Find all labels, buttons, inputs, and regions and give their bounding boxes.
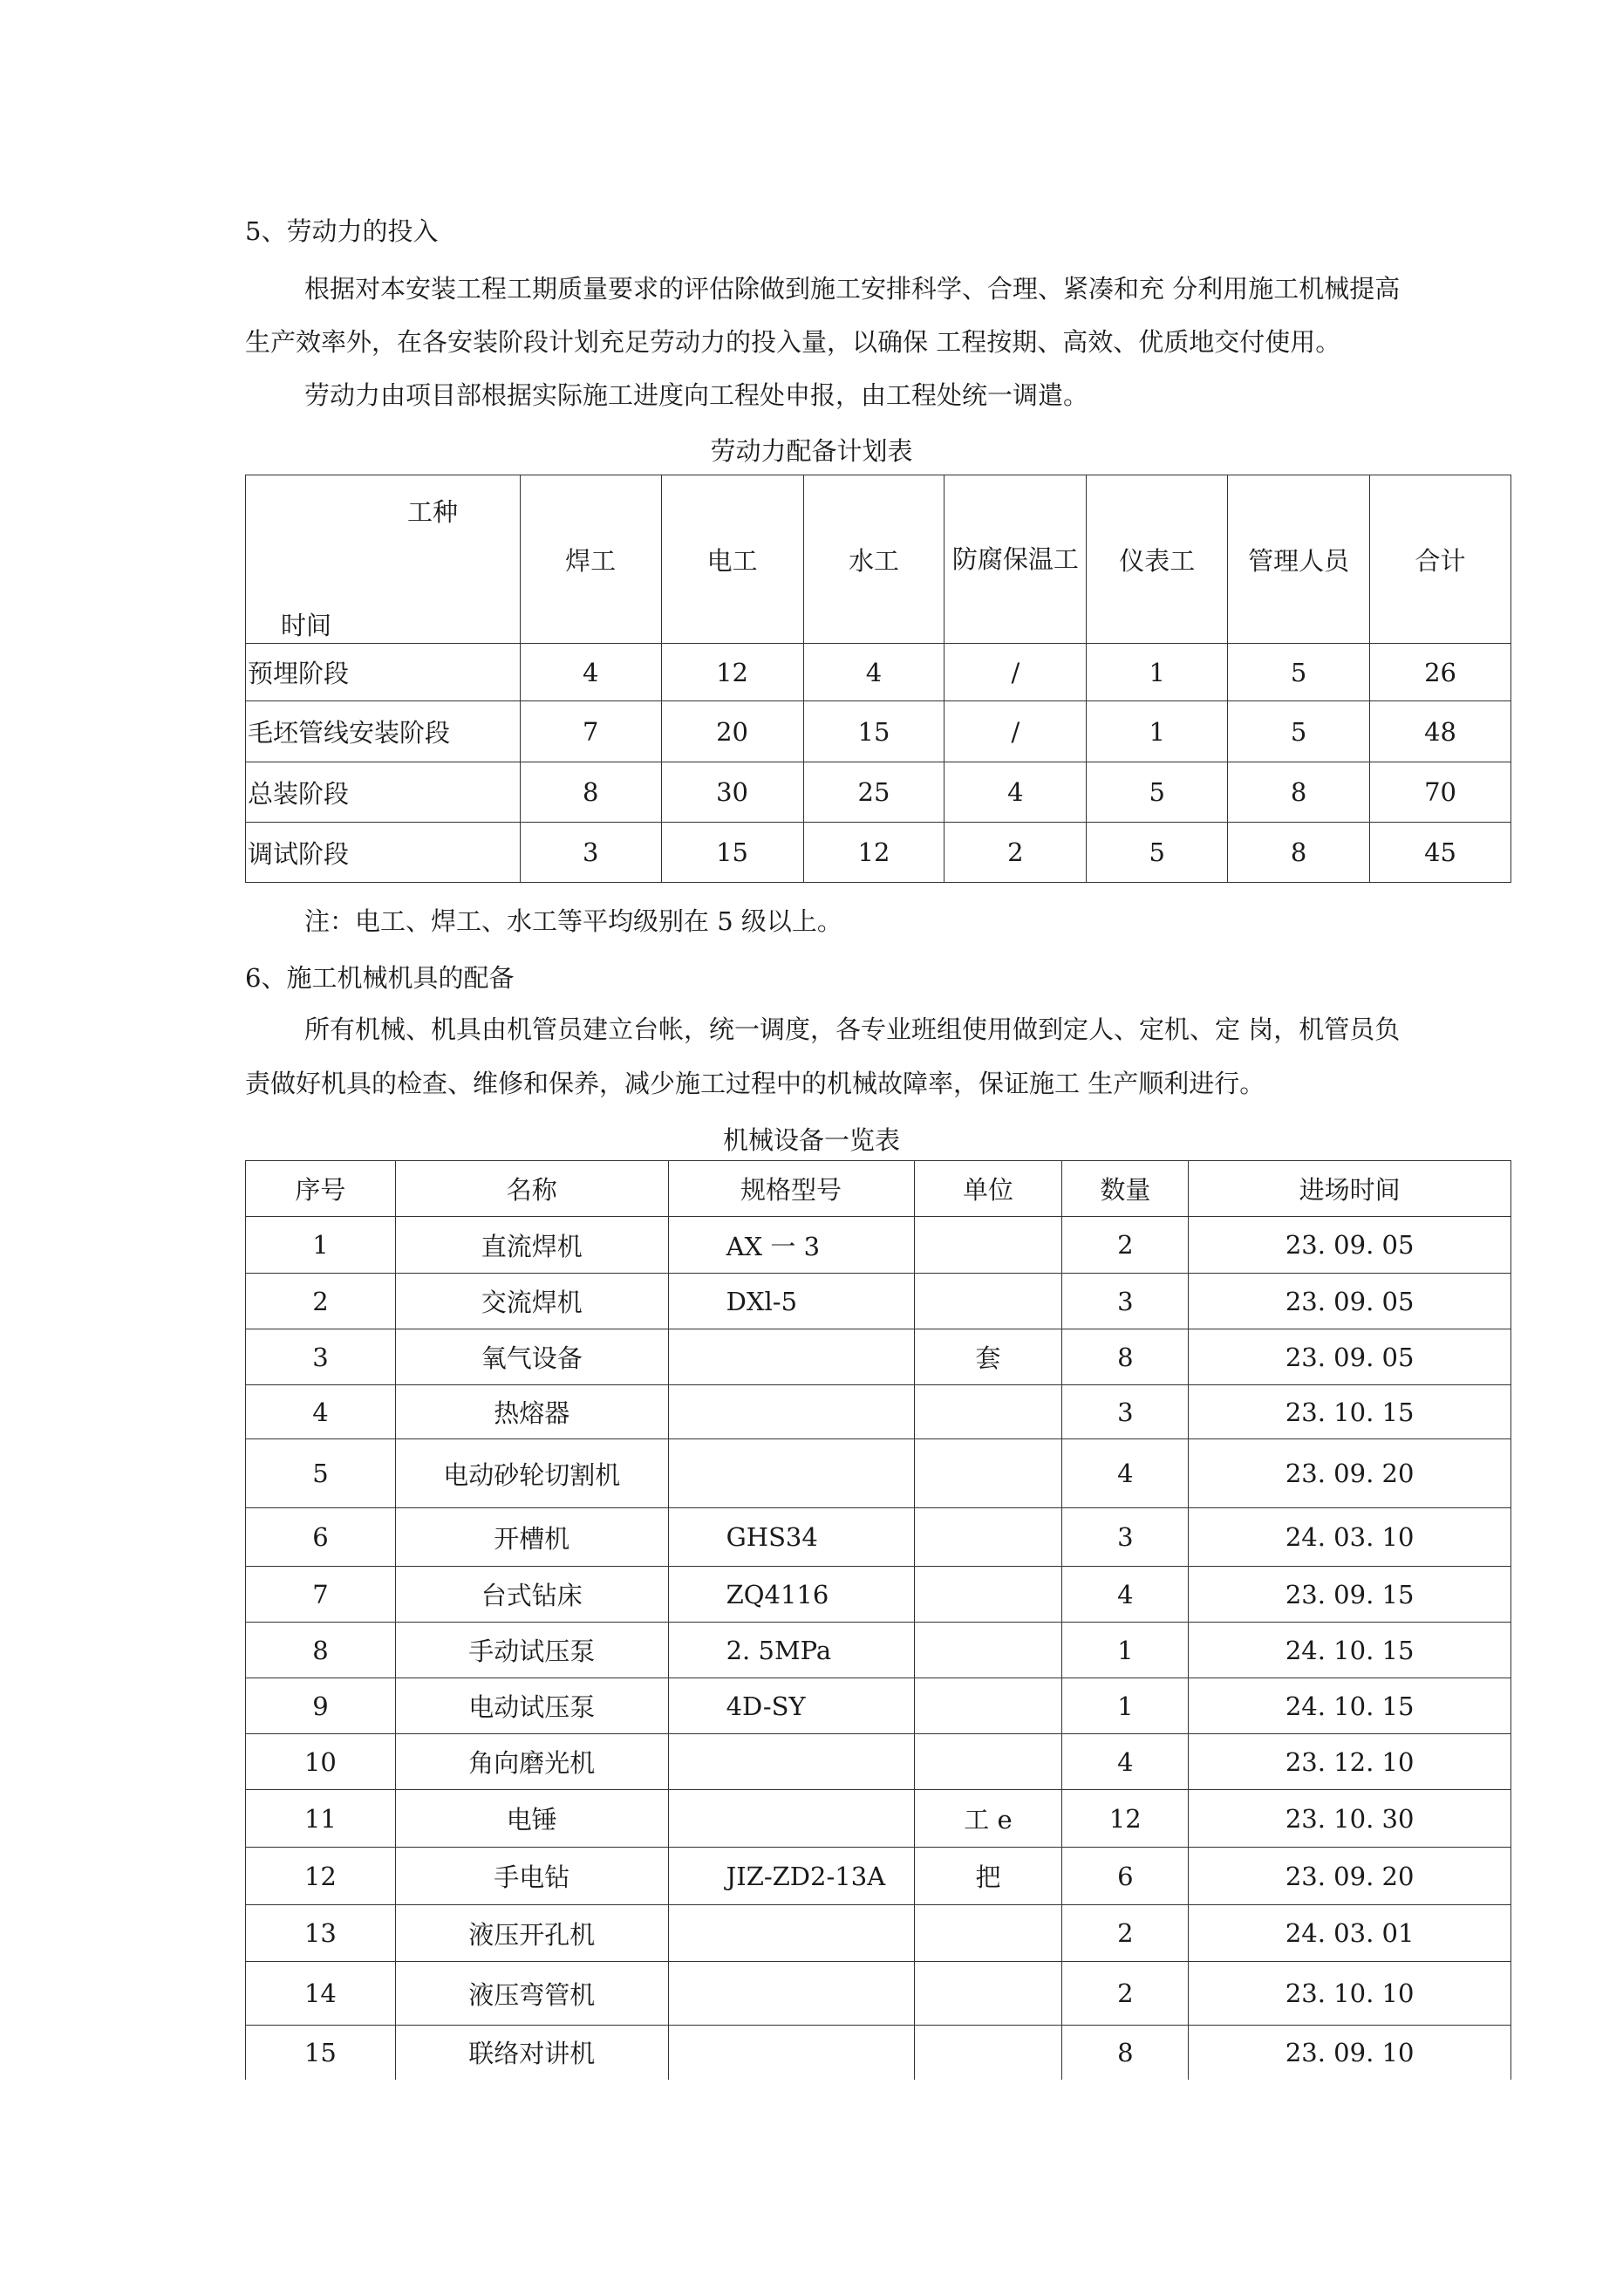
labor-value-cell: 20 — [661, 701, 803, 762]
equipment-row — [246, 1274, 1511, 1329]
labor-value-cell: 8 — [1228, 762, 1370, 823]
equipment-qty-cell: 2 — [1062, 1905, 1189, 1962]
equipment-table-caption: 机械设备一览表 — [722, 1125, 900, 1155]
equipment-unit-cell — [914, 1217, 1062, 1274]
equipment-unit-cell — [914, 1678, 1062, 1734]
equipment-no-cell: 6 — [246, 1508, 396, 1567]
labor-header-cell: 焊工 — [520, 475, 661, 644]
equipment-spec-cell: DXl-5 — [668, 1274, 914, 1329]
equipment-row — [246, 1962, 1511, 2026]
labor-value-cell: 2 — [944, 823, 1087, 883]
equipment-spec-cell — [668, 1385, 914, 1439]
equipment-no-cell: 9 — [246, 1678, 396, 1734]
equipment-name-cell: 热熔器 — [395, 1385, 668, 1439]
equipment-name-cell: 液压弯管机 — [395, 1962, 668, 2026]
equipment-no-cell: 5 — [246, 1439, 396, 1508]
corner-work-type-label: 工种 — [407, 497, 459, 527]
equipment-spec-cell — [668, 1734, 914, 1790]
equipment-date-cell: 23. 09. 10 — [1189, 2026, 1511, 2080]
labor-value-cell: 1 — [1087, 701, 1228, 762]
labor-header-cell: 防腐保温工 — [944, 475, 1087, 644]
equipment-name-cell: 开槽机 — [395, 1508, 668, 1567]
corner-time-label: 时间 — [281, 611, 332, 640]
equipment-date-cell: 24. 10. 15 — [1189, 1623, 1511, 1678]
equipment-row — [246, 1385, 1511, 1439]
equipment-row — [246, 1567, 1511, 1623]
section5-heading: 5、劳动力的投入 — [245, 216, 439, 246]
labor-value-cell: 7 — [520, 701, 661, 762]
labor-value-cell: 25 — [803, 762, 944, 823]
equipment-unit-cell — [914, 2026, 1062, 2080]
labor-row — [246, 823, 1511, 883]
equipment-no-cell: 4 — [246, 1385, 396, 1439]
equipment-row — [246, 1439, 1511, 1508]
section6-heading: 6、施工机械机具的配备 — [245, 963, 515, 993]
equipment-unit-cell — [914, 1962, 1062, 2026]
equipment-name-cell: 直流焊机 — [395, 1217, 668, 1274]
labor-value-cell: 4 — [520, 644, 661, 701]
labor-value-cell: 8 — [1228, 823, 1370, 883]
equipment-qty-cell: 4 — [1062, 1734, 1189, 1790]
labor-header-cell: 管理人员 — [1228, 475, 1370, 644]
equipment-spec-cell: 4D-SY — [668, 1678, 914, 1734]
equipment-header-cell: 数量 — [1062, 1161, 1189, 1217]
equipment-spec-cell: JIZ-ZD2-13A — [668, 1848, 914, 1905]
equipment-no-cell: 10 — [246, 1734, 396, 1790]
equipment-header-cell: 进场时间 — [1189, 1161, 1511, 1217]
equipment-spec-cell: AX 一 3 — [668, 1217, 914, 1274]
labor-value-cell: / — [944, 644, 1087, 701]
labor-stage-cell: 毛坯管线安装阶段 — [246, 701, 521, 762]
equipment-unit-cell — [914, 1439, 1062, 1508]
equipment-qty-cell: 8 — [1062, 2026, 1189, 2080]
labor-plan-table — [245, 475, 1511, 883]
equipment-qty-cell: 8 — [1062, 1329, 1189, 1385]
labor-row — [246, 762, 1511, 823]
equipment-unit-cell: 把 — [914, 1848, 1062, 1905]
equipment-spec-cell: 2. 5MPa — [668, 1623, 914, 1678]
equipment-qty-cell: 3 — [1062, 1385, 1189, 1439]
labor-value-cell: 4 — [944, 762, 1087, 823]
equipment-no-cell: 8 — [246, 1623, 396, 1678]
equipment-qty-cell: 1 — [1062, 1678, 1189, 1734]
labor-value-cell: 45 — [1370, 823, 1511, 883]
equipment-name-cell: 电动砂轮切割机 — [395, 1439, 668, 1508]
labor-header-cell: 水工 — [803, 475, 944, 644]
equipment-header-cell: 单位 — [914, 1161, 1062, 1217]
labor-value-cell: 12 — [803, 823, 944, 883]
corner-header-cell — [246, 475, 521, 644]
equipment-no-cell: 1 — [246, 1217, 396, 1274]
equipment-row — [246, 1734, 1511, 1790]
section6-para1-line1: 所有机械、机具由机管员建立台帐，统一调度，各专业班组使用做到定人、定机、定 岗，机管员负 — [304, 1015, 1401, 1044]
labor-value-cell: 70 — [1370, 762, 1511, 823]
labor-value-cell: 5 — [1228, 644, 1370, 701]
equipment-spec-cell — [668, 1962, 914, 2026]
equipment-name-cell: 液压开孔机 — [395, 1905, 668, 1962]
labor-value-cell: 5 — [1087, 823, 1228, 883]
equipment-qty-cell: 4 — [1062, 1567, 1189, 1623]
equipment-row — [246, 1217, 1511, 1274]
equipment-date-cell: 23. 09. 20 — [1189, 1848, 1511, 1905]
equipment-date-cell: 23. 09. 15 — [1189, 1567, 1511, 1623]
labor-value-cell: 5 — [1228, 701, 1370, 762]
equipment-header-cell: 序号 — [246, 1161, 396, 1217]
equipment-spec-cell — [668, 1439, 914, 1508]
labor-value-cell: 30 — [661, 762, 803, 823]
labor-value-cell: 26 — [1370, 644, 1511, 701]
equipment-spec-cell — [668, 2026, 914, 2080]
labor-value-cell: 15 — [803, 701, 944, 762]
equipment-name-cell: 角向磨光机 — [395, 1734, 668, 1790]
equipment-unit-cell — [914, 1385, 1062, 1439]
equipment-qty-cell: 2 — [1062, 1217, 1189, 1274]
equipment-spec-cell: GHS34 — [668, 1508, 914, 1567]
section5-para1-line2: 生产效率外，在各安装阶段计划充足劳动力的投入量，以确保 工程按期、高效、优质地交付使用。 — [245, 327, 1341, 357]
labor-note: 注：电工、焊工、水工等平均级别在 5 级以上。 — [304, 906, 842, 936]
labor-value-cell: 15 — [661, 823, 803, 883]
labor-header-cell: 仪表工 — [1087, 475, 1228, 644]
labor-value-cell: 5 — [1087, 762, 1228, 823]
equipment-spec-cell — [668, 1790, 914, 1848]
labor-header-row — [246, 475, 1511, 644]
labor-value-cell: / — [944, 701, 1087, 762]
equipment-no-cell: 3 — [246, 1329, 396, 1385]
equipment-name-cell: 交流焊机 — [395, 1274, 668, 1329]
labor-value-cell: 4 — [803, 644, 944, 701]
equipment-date-cell: 23. 09. 05 — [1189, 1274, 1511, 1329]
equipment-unit-cell: 套 — [914, 1329, 1062, 1385]
equipment-unit-cell — [914, 1274, 1062, 1329]
equipment-no-cell: 13 — [246, 1905, 396, 1962]
equipment-date-cell: 23. 09. 05 — [1189, 1217, 1511, 1274]
labor-header-cell: 合计 — [1370, 475, 1511, 644]
equipment-date-cell: 24. 03. 10 — [1189, 1508, 1511, 1567]
equipment-date-cell: 23. 10. 10 — [1189, 1962, 1511, 2026]
equipment-unit-cell — [914, 1567, 1062, 1623]
equipment-header-row — [246, 1161, 1511, 1217]
equipment-name-cell: 电锤 — [395, 1790, 668, 1848]
equipment-unit-cell — [914, 1623, 1062, 1678]
equipment-row — [246, 1508, 1511, 1567]
labor-stage-cell: 总装阶段 — [246, 762, 521, 823]
labor-value-cell: 1 — [1087, 644, 1228, 701]
equipment-date-cell: 24. 10. 15 — [1189, 1678, 1511, 1734]
equipment-date-cell: 23. 12. 10 — [1189, 1734, 1511, 1790]
section5-para2: 劳动力由项目部根据实际施工进度向工程处申报，由工程处统一调遣。 — [304, 380, 1089, 410]
equipment-no-cell: 12 — [246, 1848, 396, 1905]
equipment-no-cell: 15 — [246, 2026, 396, 2080]
equipment-row — [246, 1790, 1511, 1848]
equipment-header-cell: 规格型号 — [668, 1161, 914, 1217]
equipment-no-cell: 11 — [246, 1790, 396, 1848]
equipment-row — [246, 1678, 1511, 1734]
equipment-qty-cell: 6 — [1062, 1848, 1189, 1905]
equipment-qty-cell: 12 — [1062, 1790, 1189, 1848]
equipment-qty-cell: 2 — [1062, 1962, 1189, 2026]
labor-table-caption: 劳动力配备计划表 — [710, 436, 913, 466]
labor-value-cell: 8 — [520, 762, 661, 823]
equipment-name-cell: 台式钻床 — [395, 1567, 668, 1623]
equipment-name-cell: 手电钻 — [395, 1848, 668, 1905]
equipment-unit-cell — [914, 1905, 1062, 1962]
equipment-row — [246, 2026, 1511, 2080]
equipment-name-cell: 联络对讲机 — [395, 2026, 668, 2080]
section6-para1-line2: 责做好机具的检查、维修和保养，减少施工过程中的机械故障率，保证施工 生产顺利进行。 — [245, 1069, 1265, 1098]
equipment-no-cell: 2 — [246, 1274, 396, 1329]
equipment-no-cell: 14 — [246, 1962, 396, 2026]
equipment-spec-cell — [668, 1329, 914, 1385]
equipment-name-cell: 电动试压泵 — [395, 1678, 668, 1734]
labor-value-cell: 48 — [1370, 701, 1511, 762]
equipment-spec-cell: ZQ4116 — [668, 1567, 914, 1623]
equipment-qty-cell: 1 — [1062, 1623, 1189, 1678]
equipment-name-cell: 手动试压泵 — [395, 1623, 668, 1678]
labor-row — [246, 701, 1511, 762]
labor-value-cell: 3 — [520, 823, 661, 883]
equipment-unit-cell: 工 e — [914, 1790, 1062, 1848]
equipment-row — [246, 1329, 1511, 1385]
labor-stage-cell: 调试阶段 — [246, 823, 521, 883]
equipment-date-cell: 23. 10. 15 — [1189, 1385, 1511, 1439]
equipment-no-cell: 7 — [246, 1567, 396, 1623]
equipment-unit-cell — [914, 1734, 1062, 1790]
equipment-date-cell: 23. 09. 05 — [1189, 1329, 1511, 1385]
labor-row — [246, 644, 1511, 701]
labor-header-cell: 电工 — [661, 475, 803, 644]
equipment-row — [246, 1905, 1511, 1962]
equipment-name-cell: 氧气设备 — [395, 1329, 668, 1385]
equipment-date-cell: 23. 10. 30 — [1189, 1790, 1511, 1848]
equipment-unit-cell — [914, 1508, 1062, 1567]
equipment-qty-cell: 3 — [1062, 1508, 1189, 1567]
equipment-table — [245, 1160, 1511, 2080]
equipment-spec-cell — [668, 1905, 914, 1962]
section5-para1-line1: 根据对本安装工程工期质量要求的评估除做到施工安排科学、合理、紧凑和充 分利用施工机械提高 — [304, 274, 1401, 304]
equipment-row — [246, 1848, 1511, 1905]
equipment-qty-cell: 3 — [1062, 1274, 1189, 1329]
equipment-date-cell: 23. 09. 20 — [1189, 1439, 1511, 1508]
labor-stage-cell: 预埋阶段 — [246, 644, 521, 701]
equipment-qty-cell: 4 — [1062, 1439, 1189, 1508]
labor-value-cell: 12 — [661, 644, 803, 701]
equipment-row — [246, 1623, 1511, 1678]
equipment-date-cell: 24. 03. 01 — [1189, 1905, 1511, 1962]
equipment-header-cell: 名称 — [395, 1161, 668, 1217]
